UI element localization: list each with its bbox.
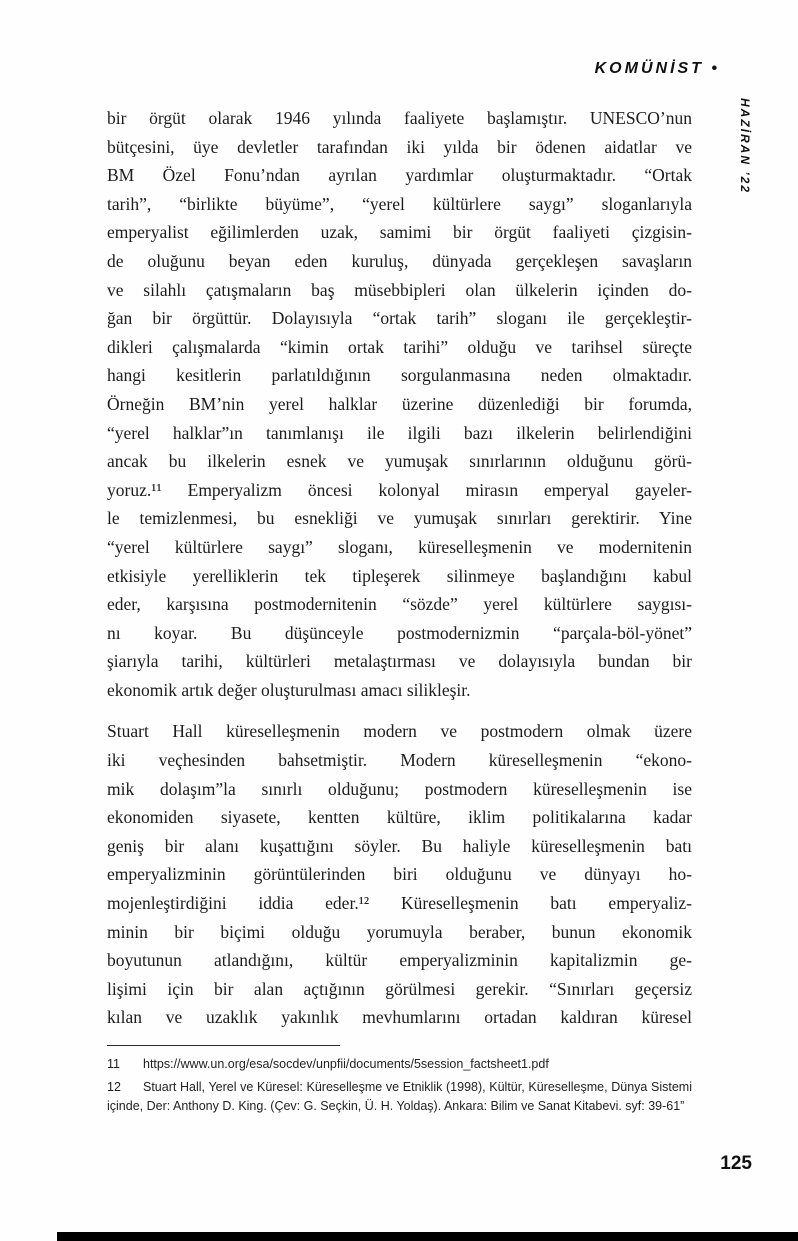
text-line: dikleri çalışmalarda “kimin ortak tarihi” olduğu ve tarihsel süreçte bbox=[107, 336, 692, 357]
footnote-text: https://www.un.org/esa/socdev/unpfii/documents/5session_factsheet1.pdf bbox=[143, 1057, 549, 1071]
text-line: minin bir biçimi olduğu yorumuyla beraber, bunun ekonomik bbox=[107, 921, 692, 942]
paragraph bbox=[107, 717, 692, 1032]
text-line: nı koyar. Bu düşünceyle postmodernizmin “parçala-böl-yönet” bbox=[107, 622, 692, 643]
bottom-edge-bar bbox=[57, 1232, 798, 1241]
page-number: 125 bbox=[720, 1153, 752, 1174]
text-line: boyutunun atlandığını, kültür emperyalizminin kapitalizmin ge- bbox=[107, 950, 692, 971]
text-line: Örneğin BM’nin yerel halklar üzerine düzenlediği bir forumda, bbox=[107, 393, 692, 414]
text-line: ekonomiden siyasete, kentten kültüre, iklim politikalarına kadar bbox=[107, 807, 692, 828]
text-line: bütçesini, üye devletler tarafından iki yılda bir ödenen aidatlar ve bbox=[107, 136, 692, 157]
text-line: tarih”, “birlikte büyüme”, “yerel kültürlere saygı” sloganlarıyla bbox=[107, 193, 692, 214]
text-line: iki veçhesinden bahsetmiştir. Modern küreselleşmenin “ekono- bbox=[107, 750, 692, 771]
paragraph bbox=[107, 104, 692, 704]
text-line: ğan bir örgüttür. Dolayısıyla “ortak tarih” sloganı ile gerçekleştir- bbox=[107, 308, 692, 329]
issue-date-label: HAZİRAN ’22 bbox=[738, 98, 752, 195]
footnote-divider bbox=[107, 1045, 340, 1046]
footnotes bbox=[107, 1055, 692, 1117]
text-column bbox=[107, 104, 692, 1120]
footnote-item bbox=[107, 1078, 692, 1117]
text-line: lişimi için bir alan açtığının görülmesi gerekir. “Sınırları geçersiz bbox=[107, 978, 692, 999]
text-line: “yerel halklar”ın tanımlanışı ile ilgili bazı ilkelerin belirlendiğini bbox=[107, 422, 692, 443]
text-line: le temizlenmesi, bu esnekliği ve yumuşak sınırları gerektirir. Yine bbox=[107, 508, 692, 529]
text-line: bir örgüt olarak 1946 yılında faaliyete başlamıştır. UNESCO’nun bbox=[107, 108, 692, 128]
text-line: emperyalist eğilimlerden uzak, samimi bir örgüt faaliyeti çizgisin- bbox=[107, 222, 692, 243]
text-line: ve silahlı çatışmaların baş müsebbipleri olan ülkelerin içinden do- bbox=[107, 279, 692, 300]
text-line: emperyalizminin görüntülerinden biri olduğunu ve dünyayı ho- bbox=[107, 864, 692, 885]
footnote-number: 11 bbox=[107, 1057, 120, 1071]
text-line: ekonomik artık değer oluşturulması amacı silikleşir. bbox=[107, 679, 471, 700]
footnote-number: 12 bbox=[107, 1079, 121, 1094]
footnote-item bbox=[107, 1055, 692, 1075]
text-line: de oluğunu beyan eden kuruluş, dünyada gerçekleşen savaşların bbox=[107, 250, 692, 271]
text-line: BM Özel Fonu’ndan ayrılan yardımlar oluşturmaktadır. “Ortak bbox=[107, 165, 692, 186]
text-line: etkisiyle yerelliklerin tek tipleşerek silinmeye başlandığını kabul bbox=[107, 565, 692, 586]
text-line: geniş bir alanı kuşattığını söyler. Bu haliyle küreselleşmenin batı bbox=[107, 835, 692, 856]
text-line: yoruz.¹¹ Emperyalizm öncesi kolonyal mirasın emperyal gayeler- bbox=[107, 479, 692, 500]
body-text bbox=[107, 104, 692, 1032]
text-line: Stuart Hall küreselleşmenin modern ve postmodern olmak üzere bbox=[107, 721, 692, 742]
text-line: ancak bu ilkelerin esnek ve yumuşak sınırlarının olduğunu görü- bbox=[107, 451, 692, 472]
text-line: “yerel kültürlere saygı” sloganı, küreselleşmenin ve modernitenin bbox=[107, 536, 692, 557]
text-line: şiarıyla tarihi, kültürleri metalaştırması ve dolayısıyla bundan bir bbox=[107, 651, 692, 672]
text-line: mik dolaşım”la sınırlı olduğunu; postmodern küreselleşmenin ise bbox=[107, 778, 692, 799]
text-line: eder, karşısına postmodernitenin “sözde” yerel kültürlere saygısı- bbox=[107, 594, 692, 615]
footnote-text: Stuart Hall, Yerel ve Küresel: Küreselleşme ve Etniklik (1998), Kültür, Küreselleşme, Dünya Sistemi içinde, Der: Anthony D. King. (Çev: G. Seçkin, Ü. H. Yoldaş). Ankara: Bilim ve Sanat Kitabevi. syf: 39-61” bbox=[107, 1079, 692, 1113]
text-line: kılan ve uzaklık yakınlık mevhumlarını ortadan kaldıran küresel bbox=[107, 1007, 692, 1028]
text-line: hangi kesitlerin parlatıldığının sorgulanmasına neden olmaktadır. bbox=[107, 365, 692, 386]
journal-title: KOMÜNİST • bbox=[594, 60, 720, 77]
text-line: mojenleştirdiğini iddia eder.¹² Küreselleşmenin batı emperyaliz- bbox=[107, 893, 692, 914]
